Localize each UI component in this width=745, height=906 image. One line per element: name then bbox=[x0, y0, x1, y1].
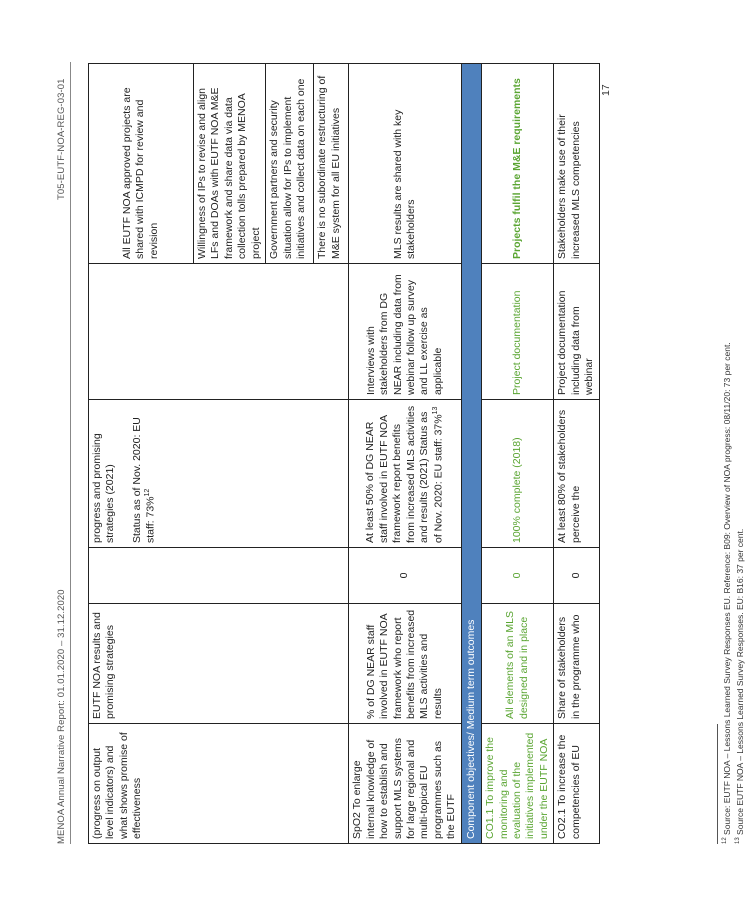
cell-assumption: There is no subordinate restructuring of M&E system for all EU initiatives bbox=[314, 64, 349, 264]
cell-indicator: EUTF NOA results and promising strategies bbox=[89, 604, 349, 724]
cell-source: Project documentation including data from webinar bbox=[554, 264, 599, 400]
cell-source: Project documentation bbox=[482, 264, 554, 400]
footnote-13: $^{13}$ Source EUTF NOA – Lessons Learned Survey Responses. EU: B16: 37 per cent. bbox=[735, 528, 745, 844]
cell-baseline: 0 bbox=[482, 548, 554, 604]
cell-indicator: All elements of an MLS designed and in place bbox=[482, 604, 554, 724]
footnote-ref: 13 bbox=[431, 406, 439, 415]
target-text: progress and promising strategies (2021) bbox=[91, 433, 117, 543]
footnote-12: $^{12}$ Source: EUTF NOA – Lessons Learned Survey Responses EU. Reference: B09: Overview of NOA progress: 08/11/20: 73 per cent. bbox=[722, 342, 732, 844]
header-report-title: MENOA Annual Narrative Report: 01.01.2020 – 31.12.2020 bbox=[56, 589, 67, 844]
cell-objective: CO2.1 To increase the competencies of EU bbox=[554, 724, 599, 844]
cell-target: At least 50% of DG NEAR staff involved in EUTF NOA framework report benefits from increased MLS activities and results (2021) Status as of Nov. 2020: EU staff: 37%$^{13}$ bbox=[349, 400, 462, 548]
footnote-divider bbox=[717, 724, 718, 844]
section-header-row bbox=[461, 64, 481, 844]
cell-objective: (progress on output level indicators) and what shows promise of effectiveness bbox=[89, 724, 349, 844]
cell-target: 100% complete (2018) bbox=[482, 400, 554, 548]
table-row bbox=[554, 64, 599, 844]
cell-objective: CO1.1 To improve the monitoring and evaluation of the initiatives implemented under the EUTF NOA bbox=[482, 724, 554, 844]
logframe-table bbox=[88, 63, 600, 844]
cell-objective: SpO2 To enlarge internal knowledge of how to establish and support MLS systems for large regional and multi-topical EU programmes such as the EUTF bbox=[349, 724, 462, 844]
cell-target bbox=[89, 400, 349, 548]
cell-source: Interviews with stakeholders from DG NEAR including data from webinar follow up survey and LL exercise as applicable bbox=[349, 264, 462, 400]
footnote-ref: 12 bbox=[144, 488, 152, 497]
table-row bbox=[349, 64, 462, 844]
cell-assumption: Government partners and security situation allow for IPs to implement initiatives and collect data on each one bbox=[266, 64, 314, 264]
cell-indicator: Share of stakeholders in the programme who bbox=[554, 604, 599, 724]
page-number: 17 bbox=[600, 84, 612, 96]
cell-assumption: Willingness of IPs to revise and align LFs and DOAs with EUTF NOA M&E framework and share data via data collection tolls prepared by MENOA project bbox=[194, 64, 266, 264]
cell-baseline: 0 bbox=[554, 548, 599, 604]
cell-indicator: % of DG NEAR staff involved in EUTF NOA framework who report benefits from increased MLS activities and results bbox=[349, 604, 462, 724]
cell-assumption: Stakeholders make use of their increased MLS competencies bbox=[554, 64, 599, 264]
section-header: Component objectives/ Medium term outcomes bbox=[461, 64, 481, 844]
cell-assumption: All EUTF NOA approved projects are shared with ICMPD for review and revision bbox=[89, 64, 194, 264]
cell-baseline bbox=[89, 548, 349, 604]
cell-source bbox=[89, 264, 349, 400]
cell-assumption: MLS results are shared with key stakeholders bbox=[349, 64, 462, 264]
table-row bbox=[482, 64, 554, 844]
header-reference-code: T05-EUTF-NOA-REG-03-01 bbox=[56, 78, 67, 200]
table-row bbox=[89, 64, 194, 844]
cell-target: At least 80% of stakeholders perceive the bbox=[554, 400, 599, 548]
target-status: Status as of Nov. 2020: EU staff: 73%$^{12}$ bbox=[130, 417, 157, 543]
cell-baseline: 0 bbox=[349, 548, 462, 604]
header-divider bbox=[70, 62, 71, 844]
cell-assumption: Projects fulfil the M&E requirements bbox=[482, 64, 554, 264]
